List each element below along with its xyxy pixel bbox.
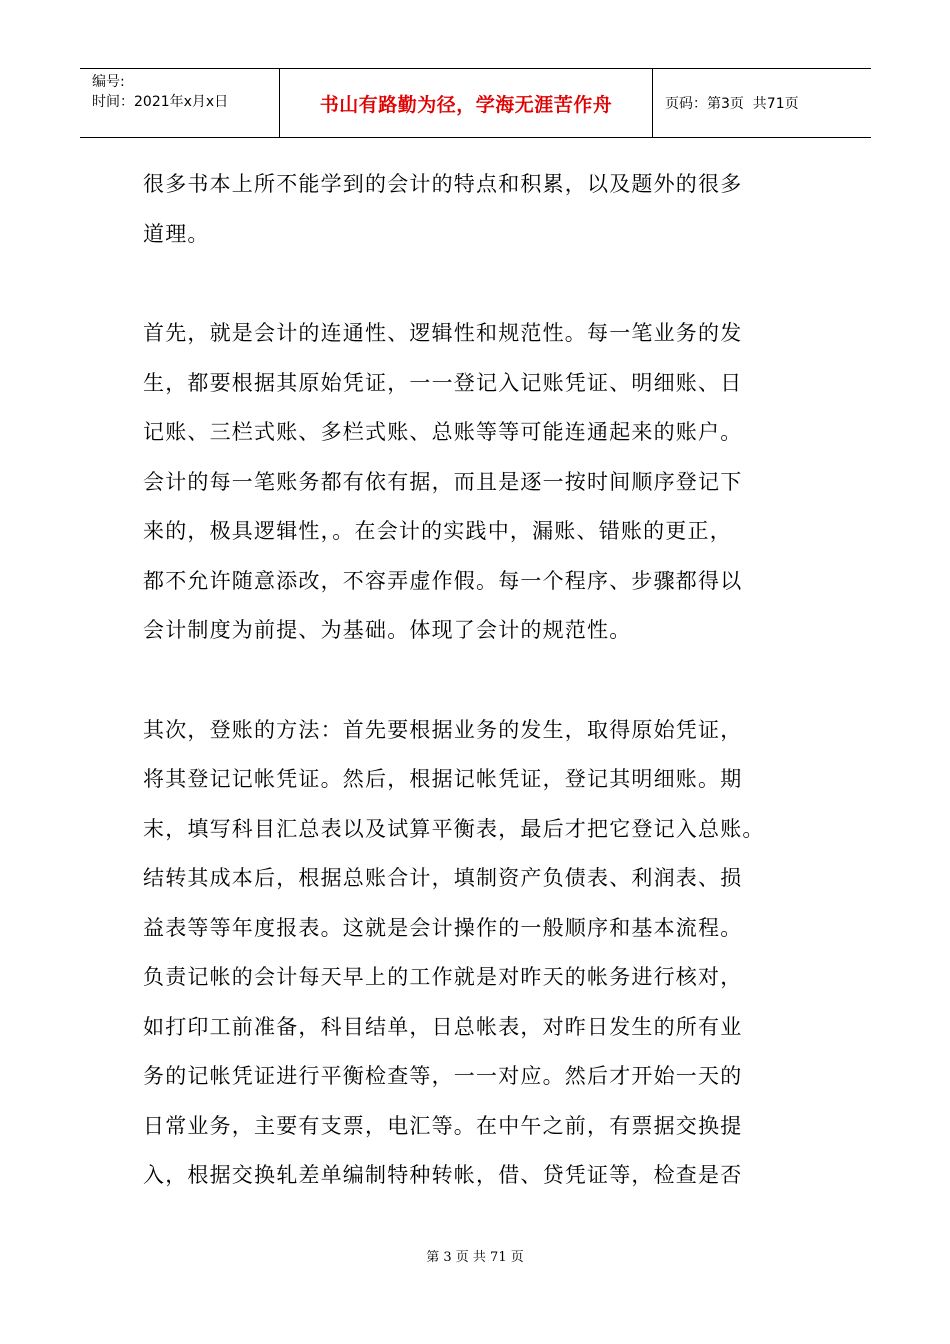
text-line: 结转其成本后，根据总账合计，填制资产负债表、利润表、损 [143, 866, 743, 890]
text-line: 会计的每一笔账务都有依有据，而且是逐一按时间顺序登记下 [143, 469, 743, 494]
page-footer [0, 1246, 950, 1265]
text-line: 将其登记记帐凭证。然后，根据记帐凭证，登记其明细账。期 [143, 767, 743, 791]
text-line: 入，根据交换轧差单编制特种转帐，借、贷凭证等，检查是否 [143, 1163, 743, 1187]
text-line: 道理。 [143, 221, 210, 246]
paragraph-1 [143, 160, 803, 259]
text-line: 末，填写科目汇总表以及试算平衡表，最后才把它登记入总账。 [143, 816, 765, 841]
text-line: 益表等等年度报表。这就是会计操作的一般顺序和基本流程。 [143, 915, 743, 940]
header-motto: 书山有路勤为径，学海无涯苦作舟 [280, 69, 653, 137]
text-line: 如打印工前准备，科目结单，日总帐表，对昨日发生的所有业 [143, 1014, 743, 1039]
footer-page-number: 第 3 页 共 71 页 [426, 1250, 524, 1265]
page-number-label: 页码：第3页 共71页 [665, 96, 799, 112]
text-line: 日常业务，主要有支票，电汇等。在中午之前，有票据交换提 [143, 1113, 743, 1138]
text-line: 务的记帐凭证进行平衡检查等，一一对应。然后才开始一天的 [143, 1064, 743, 1088]
paragraph-3 [143, 706, 803, 1201]
text-line: 其次，登账的方法：首先要根据业务的发生，取得原始凭证， [143, 717, 743, 742]
text-line: 记账、三栏式账、多栏式账、总账等等可能连通起来的账户。 [143, 420, 743, 444]
text-line: 生，都要根据其原始凭证，一一登记入记账凭证、明细账、日 [143, 370, 743, 395]
text-line: 来的，极具逻辑性，。在会计的实践中，漏账、错账的更正， [143, 519, 732, 543]
header-page-number [653, 69, 871, 137]
document-date-label: 时间：2021年x月x日 [92, 94, 229, 110]
text-line: 会计制度为前提、为基础。体现了会计的规范性。 [143, 618, 632, 642]
text-line: 很多书本上所不能学到的会计的特点和积累，以及题外的很多 [143, 172, 743, 196]
document-number-label: 编号: [92, 74, 125, 90]
page-header [80, 68, 871, 138]
text-line: 都不允许随意添改，不容弄虚作假。每一个程序、步骤都得以 [143, 568, 743, 593]
text-line: 首先，就是会计的连通性、逻辑性和规范性。每一笔业务的发 [143, 321, 743, 345]
text-line: 负责记帐的会计每天早上的工作就是对昨天的帐务进行核对， [143, 965, 743, 989]
document-body [143, 160, 803, 1251]
header-meta [80, 69, 280, 137]
paragraph-2 [143, 309, 803, 656]
